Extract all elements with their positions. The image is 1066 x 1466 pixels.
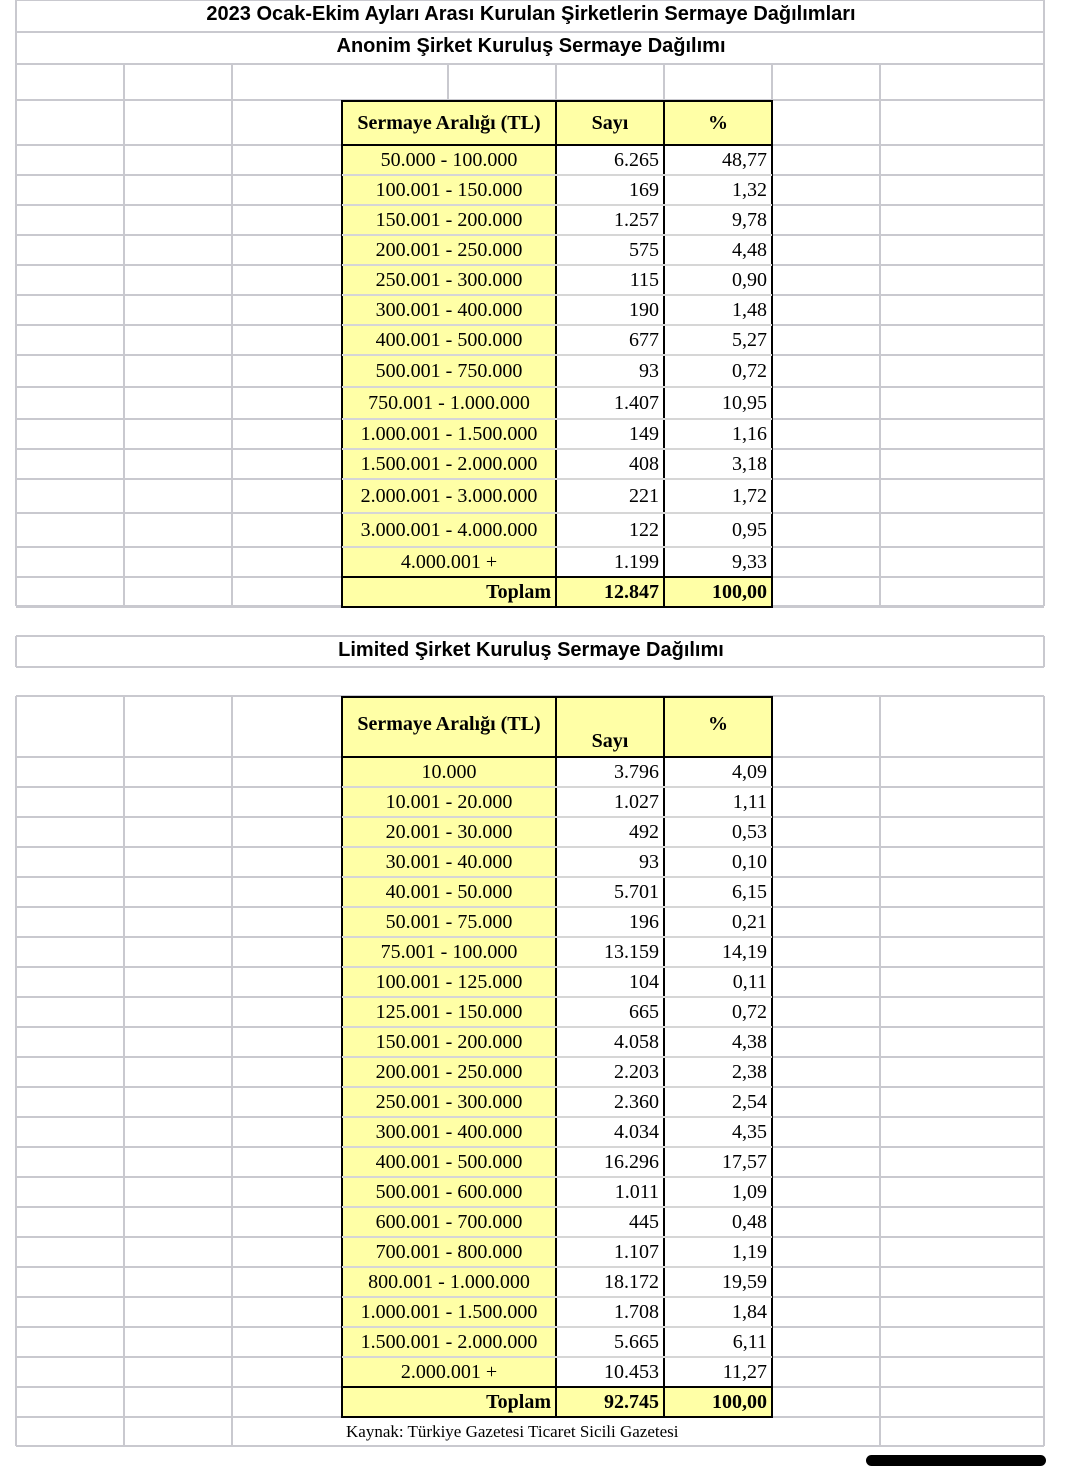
home-indicator [866,1455,1046,1466]
header-percent: % [664,697,772,757]
gridline-vertical [879,696,881,1446]
anonim-subtitle: Anonim Şirket Kuruluş Sermaye Dağılımı [336,35,726,57]
capital-range-cell: 30.001 - 40.000 [342,847,556,877]
gridline-horizontal [16,876,342,878]
capital-range-cell: 500.001 - 750.000 [342,355,556,387]
gridline-horizontal [16,448,342,450]
gridline-horizontal [772,606,1044,608]
capital-range-cell: 750.001 - 1.000.000 [342,387,556,419]
gridline-horizontal [772,996,1044,998]
gridline-horizontal [772,478,1044,480]
total-label: Toplam [342,1387,556,1417]
percent-cell: 19,59 [722,1270,767,1293]
gridline-horizontal [772,294,1044,296]
capital-range-cell: 150.001 - 200.000 [342,1027,556,1057]
percent-cell: 2,54 [732,1090,767,1113]
gridline-horizontal [772,906,1044,908]
count-cell: 1.257 [614,208,659,231]
gridline-horizontal [16,0,1044,1]
row-separator [342,1056,772,1058]
capital-range-cell: 40.001 - 50.000 [342,877,556,907]
row-separator [342,1086,772,1088]
gridline-horizontal [772,756,1044,758]
row-separator [342,294,772,296]
percent-cell: 4,35 [732,1120,767,1143]
count-cell: 196 [629,910,659,933]
row-separator [342,234,772,236]
row-separator [342,966,772,968]
gridline-horizontal [772,144,1044,146]
count-cell: 445 [629,1210,659,1233]
gridline-horizontal [772,1056,1044,1058]
gridline-horizontal [16,1176,342,1178]
percent-cell: 17,57 [722,1150,767,1173]
percent-cell: 3,18 [732,452,767,475]
count-cell: 492 [629,820,659,843]
gridline-horizontal [772,1086,1044,1088]
gridline-horizontal [16,666,1044,668]
gridline-horizontal [16,1266,342,1268]
count-cell: 104 [629,970,659,993]
gridline-horizontal [772,876,1044,878]
row-separator [342,876,772,878]
gridline-horizontal [772,264,1044,266]
table-border-horizontal [341,144,773,146]
row-separator [342,786,772,788]
count-cell: 2.203 [614,1060,659,1083]
capital-range-cell: 50.000 - 100.000 [342,145,556,175]
count-cell: 93 [639,359,659,382]
count-cell: 2.360 [614,1090,659,1113]
count-cell: 4.058 [614,1030,659,1053]
count-cell: 6.265 [614,148,659,171]
count-cell: 3.796 [614,760,659,783]
row-separator [342,1356,772,1358]
table-border-horizontal [341,756,773,758]
gridline-horizontal [16,546,342,548]
gridline-horizontal [772,1416,1044,1418]
gridline-vertical [15,64,17,100]
percent-cell: 4,48 [732,238,767,261]
count-cell: 16.296 [604,1150,659,1173]
capital-range-cell: 125.001 - 150.000 [342,997,556,1027]
capital-range-cell: 3.000.001 - 4.000.000 [342,513,556,547]
percent-cell: 9,78 [732,208,767,231]
row-separator [342,1266,772,1268]
gridline-vertical [663,64,665,100]
gridline-horizontal [16,966,342,968]
row-separator [342,936,772,938]
header-count: Sayı [556,697,664,757]
gridline-horizontal [16,1206,342,1208]
gridline-vertical [879,64,881,100]
capital-range-cell: 1.000.001 - 1.500.000 [342,419,556,449]
gridline-horizontal [16,756,342,758]
count-cell: 13.159 [604,940,659,963]
percent-cell: 0,95 [732,518,767,541]
row-separator [342,1326,772,1328]
gridline-horizontal [772,1296,1044,1298]
gridline-horizontal [772,1146,1044,1148]
count-cell: 677 [629,328,659,351]
gridline-horizontal [16,816,342,818]
capital-range-cell: 300.001 - 400.000 [342,295,556,325]
percent-cell: 1,16 [732,422,767,445]
table-border-horizontal [341,1416,773,1418]
gridline-horizontal [772,846,1044,848]
count-cell: 575 [629,238,659,261]
gridline-horizontal [16,576,342,578]
gridline-horizontal [772,1206,1044,1208]
percent-cell: 5,27 [732,328,767,351]
capital-range-cell: 800.001 - 1.000.000 [342,1267,556,1297]
percent-cell: 0,90 [732,268,767,291]
gridline-vertical [15,696,17,1446]
capital-range-cell: 200.001 - 250.000 [342,1057,556,1087]
capital-range-cell: 2.000.001 - 3.000.000 [342,479,556,513]
gridline-horizontal [16,1236,342,1238]
gridline-vertical [447,64,449,100]
capital-range-cell: 1.500.001 - 2.000.000 [342,449,556,479]
gridline-vertical [231,64,233,100]
capital-range-cell: 400.001 - 500.000 [342,1147,556,1177]
gridline-horizontal [16,354,342,356]
gridline-vertical [123,696,125,1446]
gridline-horizontal [772,512,1044,514]
capital-range-cell: 200.001 - 250.000 [342,235,556,265]
percent-cell: 0,48 [732,1210,767,1233]
capital-range-cell: 100.001 - 150.000 [342,175,556,205]
count-cell: 1.027 [614,790,659,813]
gridline-horizontal [16,264,342,266]
gridline-horizontal [16,174,342,176]
gridline-horizontal [772,1116,1044,1118]
percent-cell: 0,53 [732,820,767,843]
row-separator [342,512,772,514]
row-separator [342,1026,772,1028]
gridline-horizontal [16,478,342,480]
row-separator [342,906,772,908]
sheet-title: 2023 Ocak-Ekim Ayları Arası Kurulan Şirketlerin Sermaye Dağılımları [206,3,856,25]
gridline-vertical [15,0,17,32]
header-count: Sayı [556,101,664,145]
percent-cell: 9,33 [732,550,767,573]
row-separator [342,816,772,818]
capital-range-cell: 10.001 - 20.000 [342,787,556,817]
row-separator [342,846,772,848]
row-separator [342,174,772,176]
gridline-horizontal [772,448,1044,450]
capital-range-cell: 700.001 - 800.000 [342,1237,556,1267]
gridline-horizontal [16,1326,342,1328]
count-cell: 1.407 [614,391,659,414]
gridline-horizontal [772,576,1044,578]
gridline-horizontal [16,1086,342,1088]
capital-range-cell: 250.001 - 300.000 [342,1087,556,1117]
table-border-horizontal [341,696,773,698]
header-percent: % [664,101,772,145]
percent-cell: 48,77 [722,148,767,171]
row-separator [342,418,772,420]
table-border-horizontal [341,576,773,578]
count-cell: 93 [639,850,659,873]
gridline-horizontal [772,816,1044,818]
capital-range-cell: 400.001 - 500.000 [342,325,556,355]
row-separator [342,448,772,450]
gridline-vertical [1043,696,1045,1446]
count-cell: 5.665 [614,1330,659,1353]
row-separator [342,1176,772,1178]
percent-cell: 1,32 [732,178,767,201]
gridline-vertical [771,64,773,100]
count-cell: 1.107 [614,1240,659,1263]
gridline-horizontal [16,1416,342,1418]
gridline-horizontal [772,174,1044,176]
gridline-horizontal [16,786,342,788]
gridline-horizontal [16,906,342,908]
source-note: Kaynak: Türkiye Gazetesi Ticaret Sicili Gazetesi [346,1422,679,1441]
percent-cell: 4,38 [732,1030,767,1053]
row-separator [342,1296,772,1298]
capital-range-cell: 4.000.001 + [342,547,556,577]
capital-range-cell: 1.500.001 - 2.000.000 [342,1327,556,1357]
total-percent: 100,00 [664,1387,772,1417]
row-separator [342,386,772,388]
gridline-horizontal [772,354,1044,356]
count-cell: 665 [629,1000,659,1023]
count-cell: 122 [629,518,659,541]
total-count: 12.847 [556,577,664,607]
row-separator [342,1236,772,1238]
percent-cell: 11,27 [722,1360,767,1383]
gridline-horizontal [772,1026,1044,1028]
gridline-horizontal [772,1386,1044,1388]
count-cell: 4.034 [614,1120,659,1143]
gridline-horizontal [16,635,1044,637]
row-separator [342,324,772,326]
count-cell: 149 [629,422,659,445]
count-cell: 115 [629,268,659,291]
count-cell: 190 [629,298,659,321]
percent-cell: 0,72 [732,1000,767,1023]
count-cell: 10.453 [604,1360,659,1383]
count-cell: 18.172 [604,1270,659,1293]
gridline-horizontal [16,846,342,848]
gridline-vertical [15,636,17,667]
table-border-horizontal [341,1386,773,1388]
gridline-horizontal [772,1326,1044,1328]
capital-range-cell: 150.001 - 200.000 [342,205,556,235]
gridline-horizontal [772,786,1044,788]
gridline-vertical [15,32,17,64]
count-cell: 5.701 [614,880,659,903]
gridline-horizontal [16,1356,342,1358]
gridline-vertical [231,696,233,1446]
percent-cell: 1,11 [732,790,767,813]
gridline-horizontal [16,606,342,608]
header-range: Sermaye Aralığı (TL) [342,697,556,757]
row-separator [342,354,772,356]
gridline-horizontal [16,31,1044,33]
gridline-horizontal [16,386,342,388]
count-cell: 221 [629,484,659,507]
count-cell: 169 [629,178,659,201]
gridline-horizontal [16,1386,342,1388]
gridline-horizontal [772,1236,1044,1238]
gridline-vertical [123,64,125,100]
table-border-horizontal [341,606,773,608]
gridline-horizontal [16,512,342,514]
percent-cell: 2,38 [732,1060,767,1083]
gridline-horizontal [16,1026,342,1028]
gridline-horizontal [16,1296,342,1298]
capital-range-cell: 100.001 - 125.000 [342,967,556,997]
percent-cell: 6,11 [732,1330,767,1353]
gridline-horizontal [772,324,1044,326]
gridline-horizontal [16,1146,342,1148]
gridline-horizontal [772,418,1044,420]
gridline-horizontal [772,204,1044,206]
percent-cell: 0,10 [732,850,767,873]
percent-cell: 1,19 [732,1240,767,1263]
gridline-horizontal [772,1176,1044,1178]
gridline-horizontal [16,1116,342,1118]
capital-range-cell: 600.001 - 700.000 [342,1207,556,1237]
row-separator [342,478,772,480]
gridline-horizontal [16,63,1044,65]
percent-cell: 1,09 [732,1180,767,1203]
table-border-horizontal [341,100,773,102]
capital-range-cell: 2.000.001 + [342,1357,556,1387]
gridline-horizontal [772,1266,1044,1268]
gridline-horizontal [16,144,342,146]
row-separator [342,1116,772,1118]
percent-cell: 0,11 [732,970,767,993]
gridline-horizontal [16,996,342,998]
gridline-horizontal [16,294,342,296]
gridline-horizontal [772,936,1044,938]
gridline-vertical [1043,64,1045,100]
count-cell: 1.199 [614,550,659,573]
gridline-vertical [555,64,557,100]
capital-range-cell: 500.001 - 600.000 [342,1177,556,1207]
capital-range-cell: 20.001 - 30.000 [342,817,556,847]
capital-range-cell: 250.001 - 300.000 [342,265,556,295]
row-separator [342,1206,772,1208]
gridline-horizontal [16,1445,1044,1447]
row-separator [342,1146,772,1148]
row-separator [342,546,772,548]
total-label: Toplam [342,577,556,607]
gridline-horizontal [772,1356,1044,1358]
percent-cell: 1,84 [732,1300,767,1323]
percent-cell: 6,15 [732,880,767,903]
row-separator [342,996,772,998]
percent-cell: 1,72 [732,484,767,507]
total-percent: 100,00 [664,577,772,607]
row-separator [342,264,772,266]
gridline-horizontal [772,966,1044,968]
percent-cell: 10,95 [722,391,767,414]
capital-range-cell: 300.001 - 400.000 [342,1117,556,1147]
percent-cell: 0,21 [732,910,767,933]
gridline-horizontal [16,418,342,420]
gridline-horizontal [16,324,342,326]
gridline-horizontal [16,234,342,236]
limited-subtitle: Limited Şirket Kuruluş Sermaye Dağılımı [338,639,724,661]
capital-range-cell: 10.000 [342,757,556,787]
percent-cell: 0,72 [732,359,767,382]
capital-range-cell: 1.000.001 - 1.500.000 [342,1297,556,1327]
total-count: 92.745 [556,1387,664,1417]
percent-cell: 14,19 [722,940,767,963]
gridline-horizontal [772,386,1044,388]
gridline-horizontal [16,1056,342,1058]
percent-cell: 4,09 [732,760,767,783]
capital-range-cell: 75.001 - 100.000 [342,937,556,967]
count-cell: 1.708 [614,1300,659,1323]
count-cell: 408 [629,452,659,475]
row-separator [342,204,772,206]
gridline-horizontal [772,234,1044,236]
gridline-horizontal [16,204,342,206]
capital-range-cell: 50.001 - 75.000 [342,907,556,937]
header-range: Sermaye Aralığı (TL) [342,101,556,145]
gridline-horizontal [772,546,1044,548]
gridline-horizontal [16,936,342,938]
count-cell: 1.011 [614,1180,659,1203]
percent-cell: 1,48 [732,298,767,321]
